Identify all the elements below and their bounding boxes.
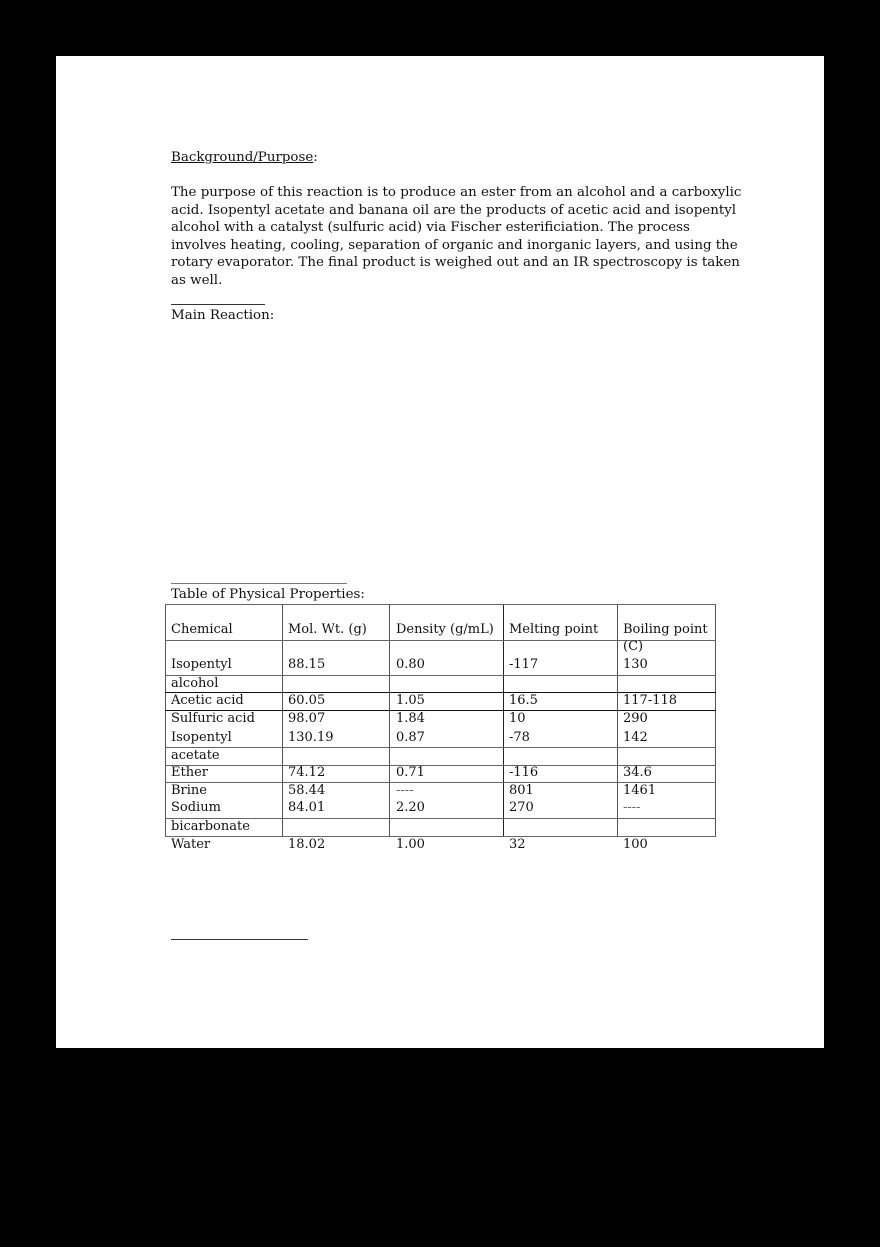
cell-melting-point: -116 (509, 765, 539, 780)
cell-density: 1.84 (396, 711, 425, 726)
cell-chemical-continued: alcohol (171, 676, 219, 691)
cell-chemical: Ether (171, 765, 208, 780)
cell-mol-wt: 18.02 (288, 837, 326, 852)
cell-density: 0.80 (396, 657, 425, 672)
table-border-top (165, 604, 716, 605)
cell-melting-point: 32 (509, 837, 526, 852)
section-divider (171, 304, 265, 305)
document-page (56, 56, 824, 1048)
main-reaction-heading: Main Reaction: (171, 308, 275, 323)
cell-mol-wt: 98.07 (288, 711, 326, 726)
cell-mol-wt: 130.19 (288, 730, 334, 745)
header-boiling-point-unit: (C) (623, 639, 644, 654)
header-boiling-point: Boiling point (623, 622, 708, 637)
cell-chemical-continued: acetate (171, 748, 220, 763)
paragraph-line: as well. (171, 272, 223, 288)
paragraph-line: involves heating, cooling, separation of organic and inorganic layers, and using the (171, 237, 738, 253)
table-column-divider (503, 604, 504, 837)
cell-density: 1.05 (396, 693, 425, 708)
cell-chemical: Brine (171, 783, 207, 798)
cell-density: 1.00 (396, 837, 425, 852)
table-heading: Table of Physical Properties: (171, 587, 365, 602)
header-mol-wt: Mol. Wt. (g) (288, 622, 367, 637)
cell-boiling-point: 100 (623, 837, 648, 852)
section-divider (171, 939, 308, 940)
cell-melting-point: 801 (509, 783, 534, 798)
section-divider (171, 583, 347, 584)
cell-density: 0.87 (396, 730, 425, 745)
cell-density: ---- (396, 783, 414, 798)
cell-boiling-point: 34.6 (623, 765, 652, 780)
cell-melting-point: 270 (509, 800, 534, 815)
table-column-divider (389, 604, 390, 837)
background-heading (171, 149, 318, 167)
purpose-paragraph (171, 184, 742, 290)
cell-mol-wt: 74.12 (288, 765, 326, 780)
table-column-divider (282, 604, 283, 837)
header-density: Density (g/mL) (396, 622, 494, 637)
cell-density: 2.20 (396, 800, 425, 815)
cell-density: 0.71 (396, 765, 425, 780)
paragraph-line: acid. Isopentyl acetate and banana oil are the products of acetic acid and isopentyl (171, 202, 737, 218)
table-border-left (165, 604, 166, 837)
cell-mol-wt: 58.44 (288, 783, 326, 798)
paragraph-line: rotary evaporator. The final product is weighed out and an IR spectroscopy is taken (171, 255, 740, 271)
cell-mol-wt: 84.01 (288, 800, 326, 815)
cell-melting-point: 10 (509, 711, 526, 726)
cell-boiling-point: 290 (623, 711, 648, 726)
cell-melting-point: -117 (509, 657, 539, 672)
paragraph-line: alcohol with a catalyst (sulfuric acid) via Fischer esterificiation. The process (171, 220, 690, 236)
cell-boiling-point: ---- (623, 800, 641, 815)
cell-melting-point: -78 (509, 730, 530, 745)
header-melting-point: Melting point (509, 622, 599, 637)
background-heading-colon: : (313, 150, 318, 165)
cell-chemical: Isopentyl (171, 657, 232, 672)
cell-melting-point: 16.5 (509, 693, 538, 708)
cell-mol-wt: 60.05 (288, 693, 326, 708)
cell-boiling-point: 142 (623, 730, 648, 745)
cell-boiling-point: 1461 (623, 783, 657, 798)
cell-chemical-continued: bicarbonate (171, 819, 250, 834)
header-chemical: Chemical (171, 622, 233, 637)
cell-chemical: Isopentyl (171, 730, 232, 745)
table-border-right (715, 604, 716, 837)
cell-chemical: Sulfuric acid (171, 711, 255, 726)
paragraph-line: The purpose of this reaction is to produce an ester from an alcohol and a carboxylic (171, 185, 742, 200)
cell-chemical: Water (171, 837, 211, 852)
background-heading-text: Background/Purpose (171, 150, 314, 165)
table-row-divider (165, 747, 716, 748)
table-row-divider (165, 675, 716, 676)
table-column-divider (617, 604, 618, 837)
cell-chemical: Sodium (171, 800, 221, 815)
cell-boiling-point: 117-118 (623, 693, 678, 708)
cell-chemical: Acetic acid (171, 693, 244, 708)
cell-mol-wt: 88.15 (288, 657, 326, 672)
cell-boiling-point: 130 (623, 657, 648, 672)
